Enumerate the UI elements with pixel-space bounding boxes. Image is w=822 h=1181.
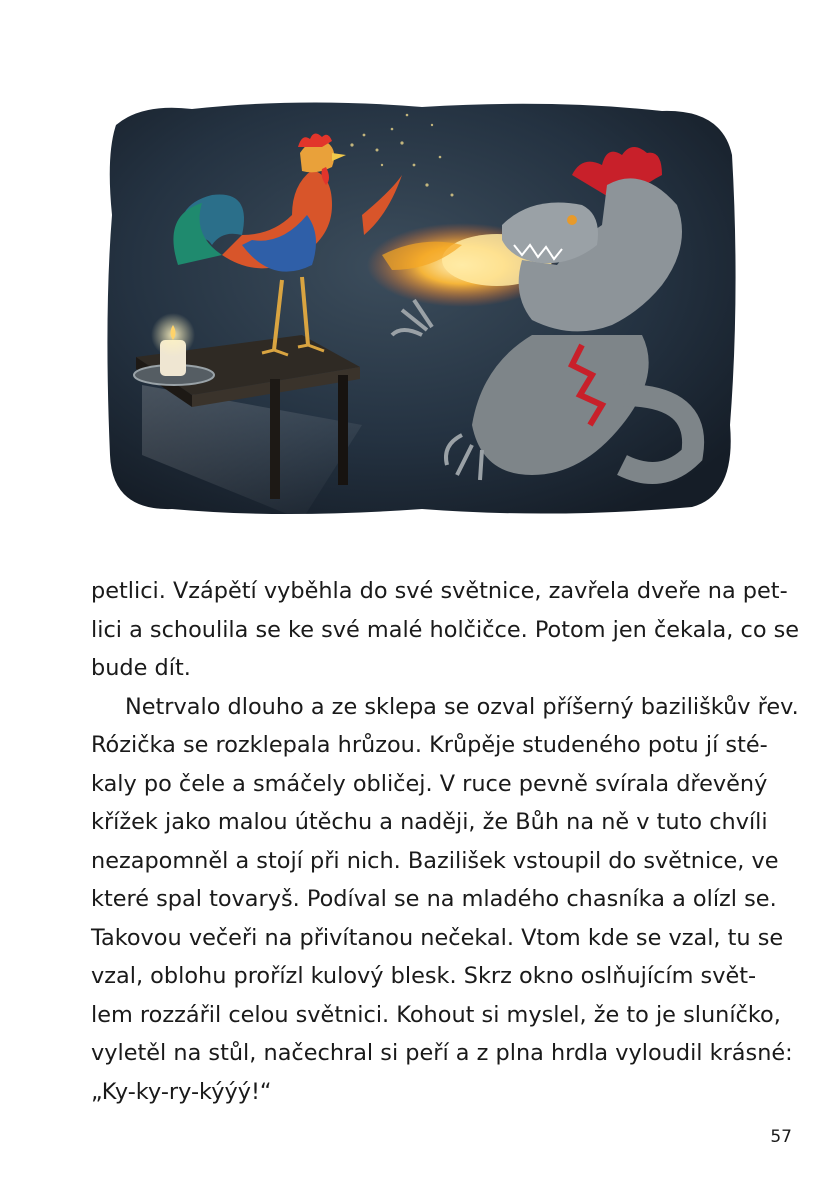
page-number: 57 [770,1127,792,1147]
text-line: nezapomněl a stojí při nich. Bazilišek vstoupil do světnice, ve [91,847,779,874]
text-line: petlici. Vzápětí vyběhla do své světnice, zavřela dveře na pet- [91,578,788,604]
text-line: Rózička se rozklepala hrůzou. Krůpěje studeného potu jí sté- [91,732,768,758]
text-line: které spal tovaryš. Podíval se na mladého chasníka a olízl se. [91,886,777,912]
text-line: lici a schoulila se ke své malé holčičce. Potom jen čekala, co se [91,616,800,643]
paragraph-1 [91,572,800,688]
text-line: křížek jako malou útěchu a naději, že Bůh na ně v tuto chvíli [91,809,768,835]
text-line: bude dít. [91,655,191,681]
text-line: kaly po čele a smáčely obličej. V ruce pevně svírala dřevěný [91,770,768,797]
text-line: vyletěl na stůl, načechral si peří a z plna hrdla vyloudil krásné: [91,1040,793,1066]
story-text [91,572,800,1111]
paragraph-2 [91,688,799,1112]
text-line: „Ky-ky-ry-kýýý!“ [91,1078,272,1105]
text-line: Takovou večeři na přivítanou nečekal. Vtom kde se vzal, tu se [91,924,784,951]
text-line: lem rozzářil celou světnici. Kohout si myslel, že to je sluníčko, [91,1001,781,1028]
illustration-rooster-and-basilisk [102,95,738,520]
text-line: vzal, oblohu prořízl kulový blesk. Skrz okno oslňujícím svět- [91,963,757,989]
text-line: Netrvalo dlouho a ze sklepa se ozval příšerný baziliškův řev. [125,693,799,720]
